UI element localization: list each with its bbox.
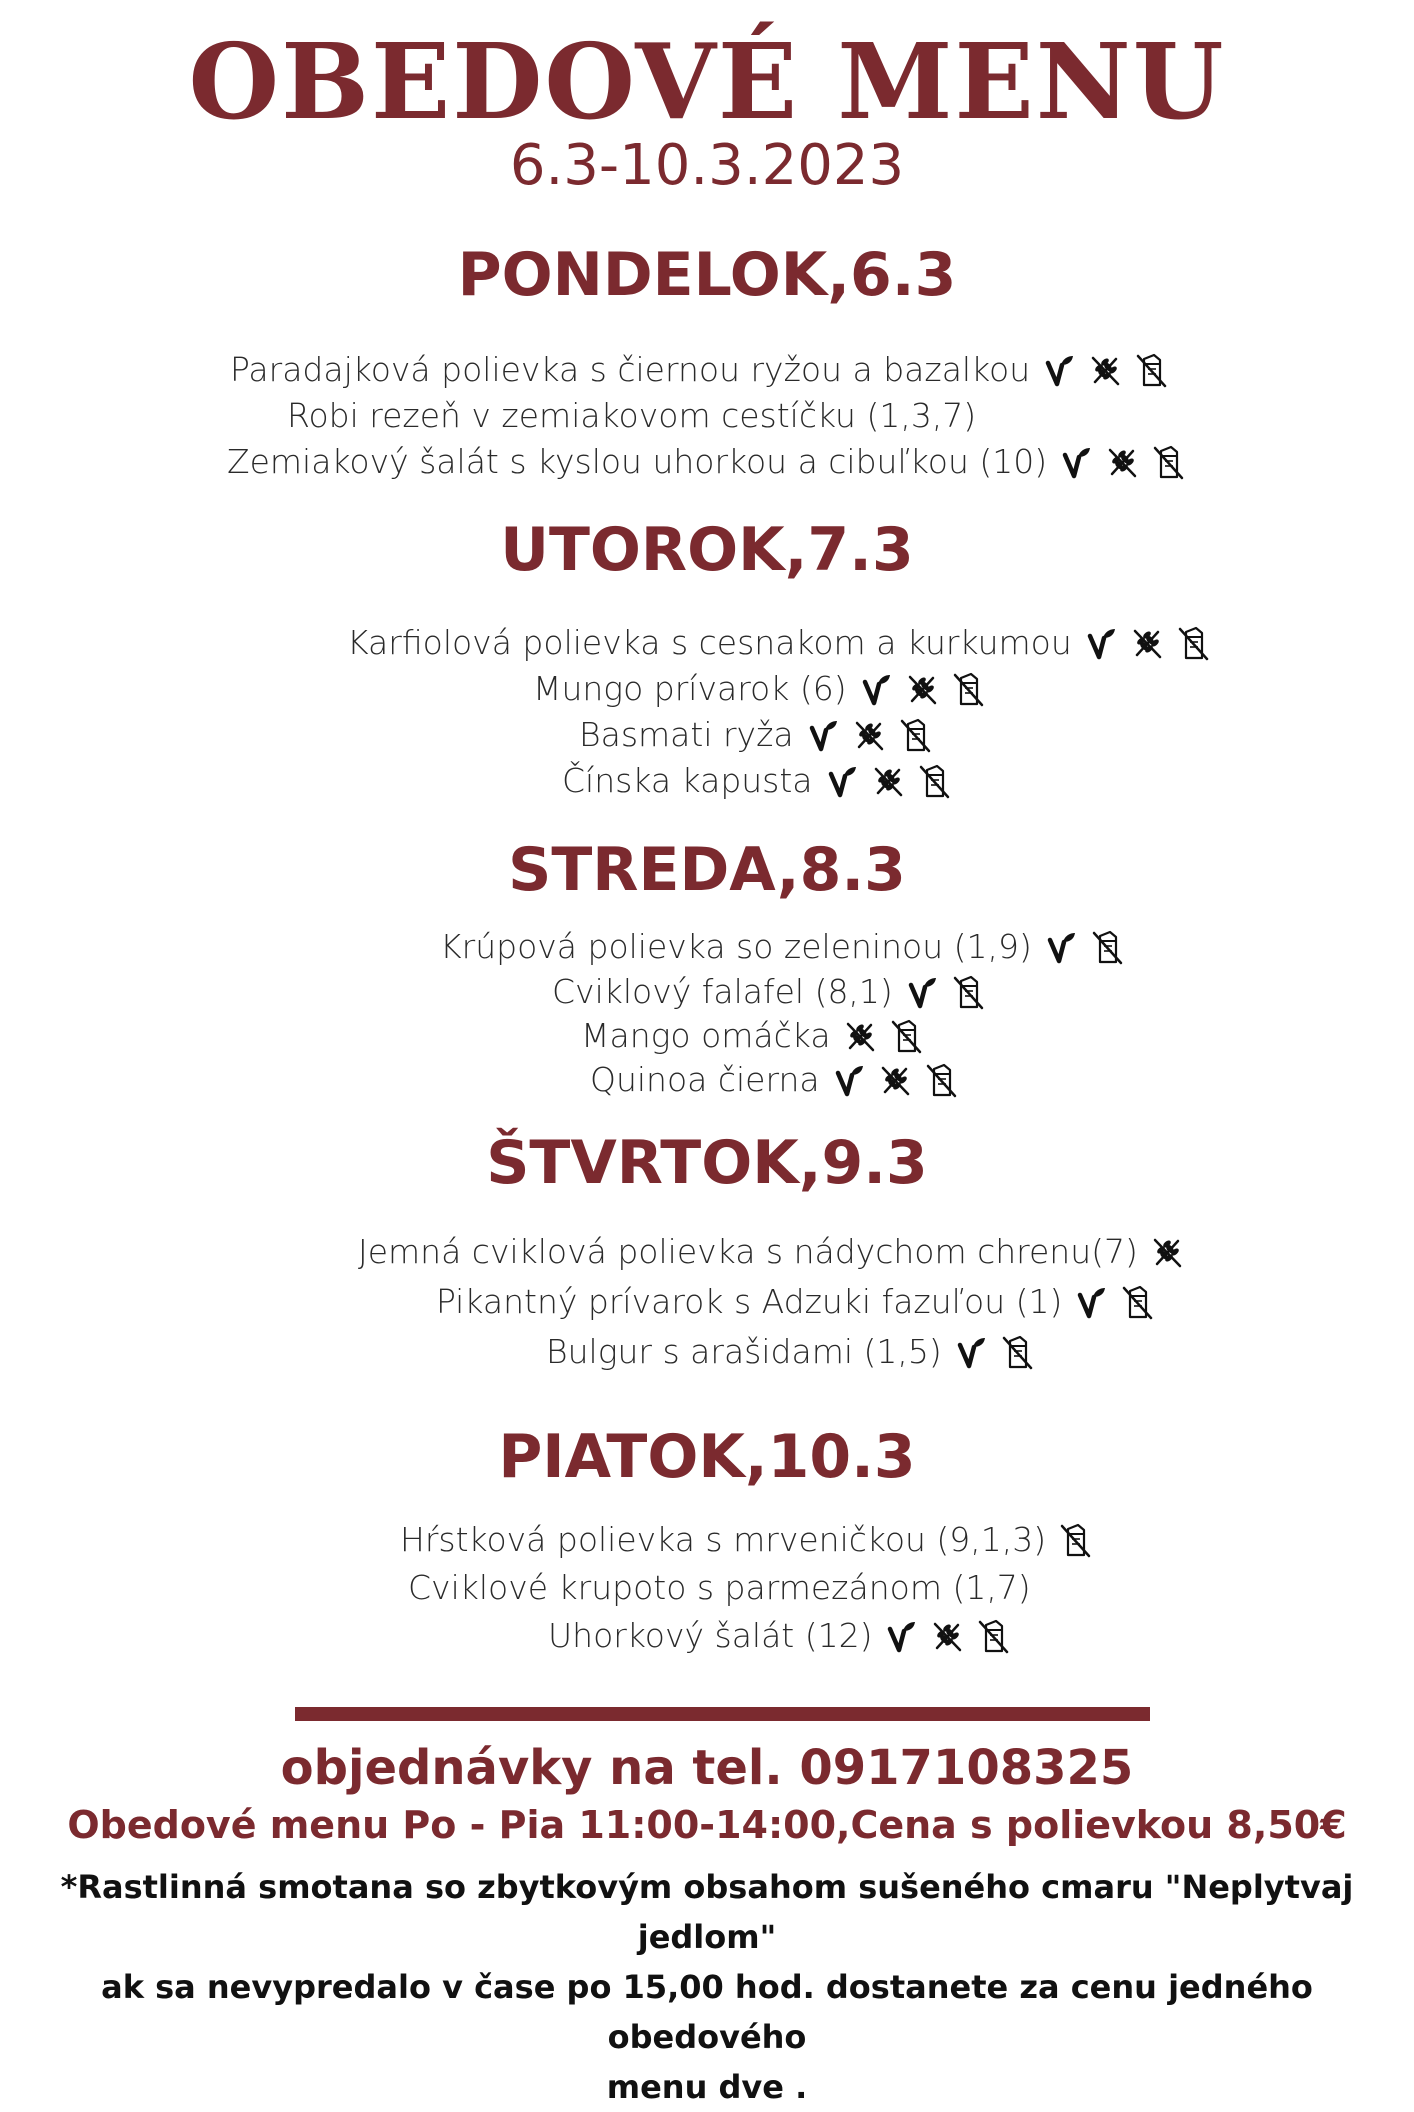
dietary-icons: [1047, 443, 1185, 481]
dietary-icons: [831, 1017, 923, 1055]
gluten-free-icon: [905, 670, 939, 708]
footnote-line: ak sa nevypredalo v čase po 15,00 hod. dostanete za cenu jedného obedového: [101, 1968, 1313, 2056]
day-heading-friday: PIATOK,10.3: [498, 1422, 916, 1492]
menu-item-text: Čínska kapusta: [562, 761, 813, 800]
menu-hours-price: Obedové menu Po - Pia 11:00-14:00,Cena s polievkou 8,50€: [67, 1803, 1347, 1847]
order-phone: objednávky na tel. 0917108325: [280, 1740, 1134, 1796]
gluten-free-icon: [852, 716, 886, 754]
menu-item: [581, 1016, 923, 1056]
menu-item: [533, 669, 985, 709]
lactose-free-icon: [1058, 1521, 1092, 1559]
menu-item: [358, 1232, 1184, 1272]
menu-item-text: Bulgur s arašidami (1,5): [546, 1332, 942, 1371]
gluten-free-icon: [871, 762, 905, 800]
menu-item: [552, 972, 985, 1012]
dietary-icons: [1030, 351, 1168, 389]
menu-item: [408, 1568, 1031, 1608]
vegan-icon: [832, 1061, 866, 1099]
gluten-free-icon: [930, 1617, 964, 1655]
dietary-icons: [847, 670, 985, 708]
vegan-icon: [954, 1333, 988, 1371]
menu-item-text: Zemiakový šalát s kyslou uhorkou a cibuľkou (10): [227, 442, 1048, 481]
lactose-free-icon: [1176, 624, 1210, 662]
lactose-free-icon: [976, 1617, 1010, 1655]
day-heading-wednesday: STREDA,8.3: [508, 835, 906, 905]
menu-item-text: Paradajková polievka s čiernou ryžou a bazalkou: [230, 350, 1031, 389]
dietary-icons: [1046, 1521, 1092, 1559]
dietary-icons: [794, 716, 932, 754]
menu-item: [579, 715, 932, 755]
vegan-icon: [806, 716, 840, 754]
day-heading-tuesday: UTOROK,7.3: [500, 515, 914, 585]
dietary-icons: [1072, 624, 1210, 662]
menu-item: [436, 1282, 1154, 1322]
vegan-icon: [905, 973, 939, 1011]
vegan-icon: [1044, 928, 1078, 966]
menu-item: [347, 623, 1210, 663]
vegan-icon: [825, 762, 859, 800]
gluten-free-icon: [843, 1017, 877, 1055]
dietary-icons: [872, 1617, 1010, 1655]
menu-item-text: Hŕstková polievka s mrveničkou (9,1,3): [400, 1520, 1047, 1559]
footnote-line: menu dve .: [606, 2068, 808, 2106]
menu-item-text: Krúpová polievka so zeleninou (1,9): [440, 927, 1032, 966]
dietary-icons: [813, 762, 951, 800]
vegan-icon: [1074, 1283, 1108, 1321]
menu-item-text: Robi rezeň v zemiakovom cestíčku (1,3,7): [287, 396, 977, 435]
lactose-free-icon: [924, 1061, 958, 1099]
lactose-free-icon: [917, 762, 951, 800]
vegan-icon: [1059, 443, 1093, 481]
menu-item: [548, 1616, 1010, 1656]
lactose-free-icon: [951, 670, 985, 708]
dietary-icons: [942, 1333, 1034, 1371]
lactose-free-icon: [898, 716, 932, 754]
vegan-icon: [884, 1617, 918, 1655]
lactose-free-icon: [1120, 1283, 1154, 1321]
menu-item-text: Mango omáčka: [581, 1016, 831, 1055]
menu-item-text: Basmati ryža: [579, 715, 794, 754]
menu-item-text: Karfiolová polievka s cesnakom a kurkumou: [347, 623, 1072, 662]
menu-item: [230, 350, 1168, 390]
lactose-free-icon: [1090, 928, 1124, 966]
gluten-free-icon: [878, 1061, 912, 1099]
day-heading-thursday: ŠTVRTOK,9.3: [486, 1128, 928, 1198]
menu-item-text: Uhorkový šalát (12): [548, 1616, 873, 1655]
menu-item: [562, 761, 951, 801]
dietary-icons: [1138, 1233, 1184, 1271]
footnote-line: *Rastlinná smotana so zbytkovým obsahom sušeného cmaru "Neplytvaj jedlom": [60, 1868, 1354, 1956]
menu-title: OBEDOVÉ MENU: [188, 20, 1226, 143]
lactose-free-icon: [1000, 1333, 1034, 1371]
gluten-free-icon: [1150, 1233, 1184, 1271]
gluten-free-icon: [1088, 351, 1122, 389]
menu-item: [227, 442, 1185, 482]
menu-item-text: Cviklové krupoto s parmezánom (1,7): [408, 1568, 1031, 1607]
menu-item-text: Pikantný prívarok s Adzuki fazuľou (1): [436, 1282, 1063, 1321]
divider-rule: [295, 1707, 1150, 1721]
vegan-icon: [1042, 351, 1076, 389]
menu-item-text: Cviklový falafel (8,1): [552, 972, 893, 1011]
menu-item: [546, 1332, 1034, 1372]
dietary-icons: [1062, 1283, 1154, 1321]
lactose-free-icon: [1151, 443, 1185, 481]
menu-item-text: Mungo prívarok (6): [533, 669, 847, 708]
menu-item-text: Jemná cviklová polievka s nádychom chrenu(7): [358, 1232, 1138, 1271]
lactose-free-icon: [1134, 351, 1168, 389]
dietary-icons: [820, 1061, 958, 1099]
day-heading-monday: PONDELOK,6.3: [457, 240, 957, 310]
menu-item: [400, 1520, 1092, 1560]
vegan-icon: [859, 670, 893, 708]
lactose-free-icon: [889, 1017, 923, 1055]
menu-item-text: Quinoa čierna: [590, 1060, 820, 1099]
menu-item: [287, 396, 976, 436]
dietary-icons: [1032, 928, 1124, 966]
gluten-free-icon: [1130, 624, 1164, 662]
vegan-icon: [1084, 624, 1118, 662]
lactose-free-icon: [951, 973, 985, 1011]
menu-dates: 6.3-10.3.2023: [509, 133, 905, 198]
menu-item: [440, 927, 1124, 967]
gluten-free-icon: [1105, 443, 1139, 481]
footnote: [30, 1862, 1384, 2112]
menu-item: [590, 1060, 958, 1100]
dietary-icons: [893, 973, 985, 1011]
